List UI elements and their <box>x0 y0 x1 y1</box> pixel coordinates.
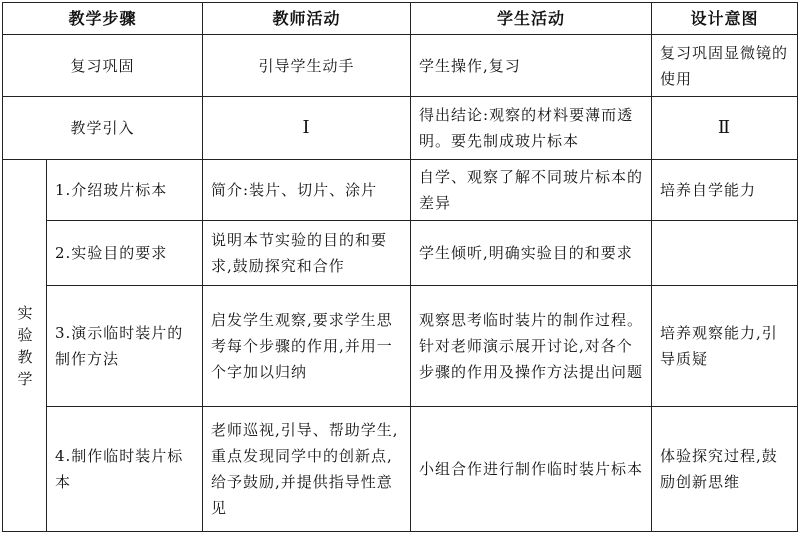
design-cell-blank-2: Ⅱ <box>652 97 798 160</box>
student-cell: 观察思考临时装片的制作过程。针对老师演示展开讨论,对各个步骤的作用及操作方法提出问题 <box>411 286 652 407</box>
design-cell: 培养自学能力 <box>652 160 798 221</box>
header-steps: 教学步骤 <box>3 3 203 35</box>
step-cell: 复习巩固 <box>3 35 203 97</box>
header-student: 学生活动 <box>411 3 652 35</box>
step-cell: 3.演示临时装片的制作方法 <box>47 286 203 407</box>
header-row <box>3 3 798 35</box>
design-cell: 体验探究过程,鼓励创新思维 <box>652 407 798 532</box>
teacher-cell-blank-1: Ⅰ <box>203 97 411 160</box>
lesson-plan-table <box>2 2 798 532</box>
table-row <box>3 97 798 160</box>
step-cell: 2.实验目的要求 <box>47 221 203 286</box>
table-row <box>3 160 798 221</box>
teacher-cell: 启发学生观察,要求学生思考每个步骤的作用,并用一个字加以归纳 <box>203 286 411 407</box>
teacher-cell: 说明本节实验的目的和要求,鼓励探究和合作 <box>203 221 411 286</box>
header-teacher: 教师活动 <box>203 3 411 35</box>
header-design: 设计意图 <box>652 3 798 35</box>
table-row <box>3 407 798 532</box>
table-row <box>3 286 798 407</box>
student-cell: 自学、观察了解不同玻片标本的差异 <box>411 160 652 221</box>
design-cell: 培养观察能力,引导质疑 <box>652 286 798 407</box>
teacher-cell: 引导学生动手 <box>203 35 411 97</box>
student-cell: 小组合作进行制作临时装片标本 <box>411 407 652 532</box>
design-cell <box>652 221 798 286</box>
design-cell: 复习巩固显微镜的使用 <box>652 35 798 97</box>
student-cell: 学生倾听,明确实验目的和要求 <box>411 221 652 286</box>
table-row <box>3 35 798 97</box>
teacher-cell: 老师巡视,引导、帮助学生,重点发现同学中的创新点,给予鼓励,并提供指导性意见 <box>203 407 411 532</box>
student-cell: 得出结论:观察的材料要薄而透明。要先制成玻片标本 <box>411 97 652 160</box>
teacher-cell: 简介:装片、切片、涂片 <box>203 160 411 221</box>
lesson-plan-table-container <box>2 2 797 536</box>
table-row <box>3 221 798 286</box>
step-cell: 1.介绍玻片标本 <box>47 160 203 221</box>
student-cell: 学生操作,复习 <box>411 35 652 97</box>
section-label: 实验教学 <box>17 303 34 388</box>
step-cell: 教学引入 <box>3 97 203 160</box>
step-cell: 4.制作临时装片标本 <box>47 407 203 532</box>
section-label-cell <box>3 160 47 532</box>
